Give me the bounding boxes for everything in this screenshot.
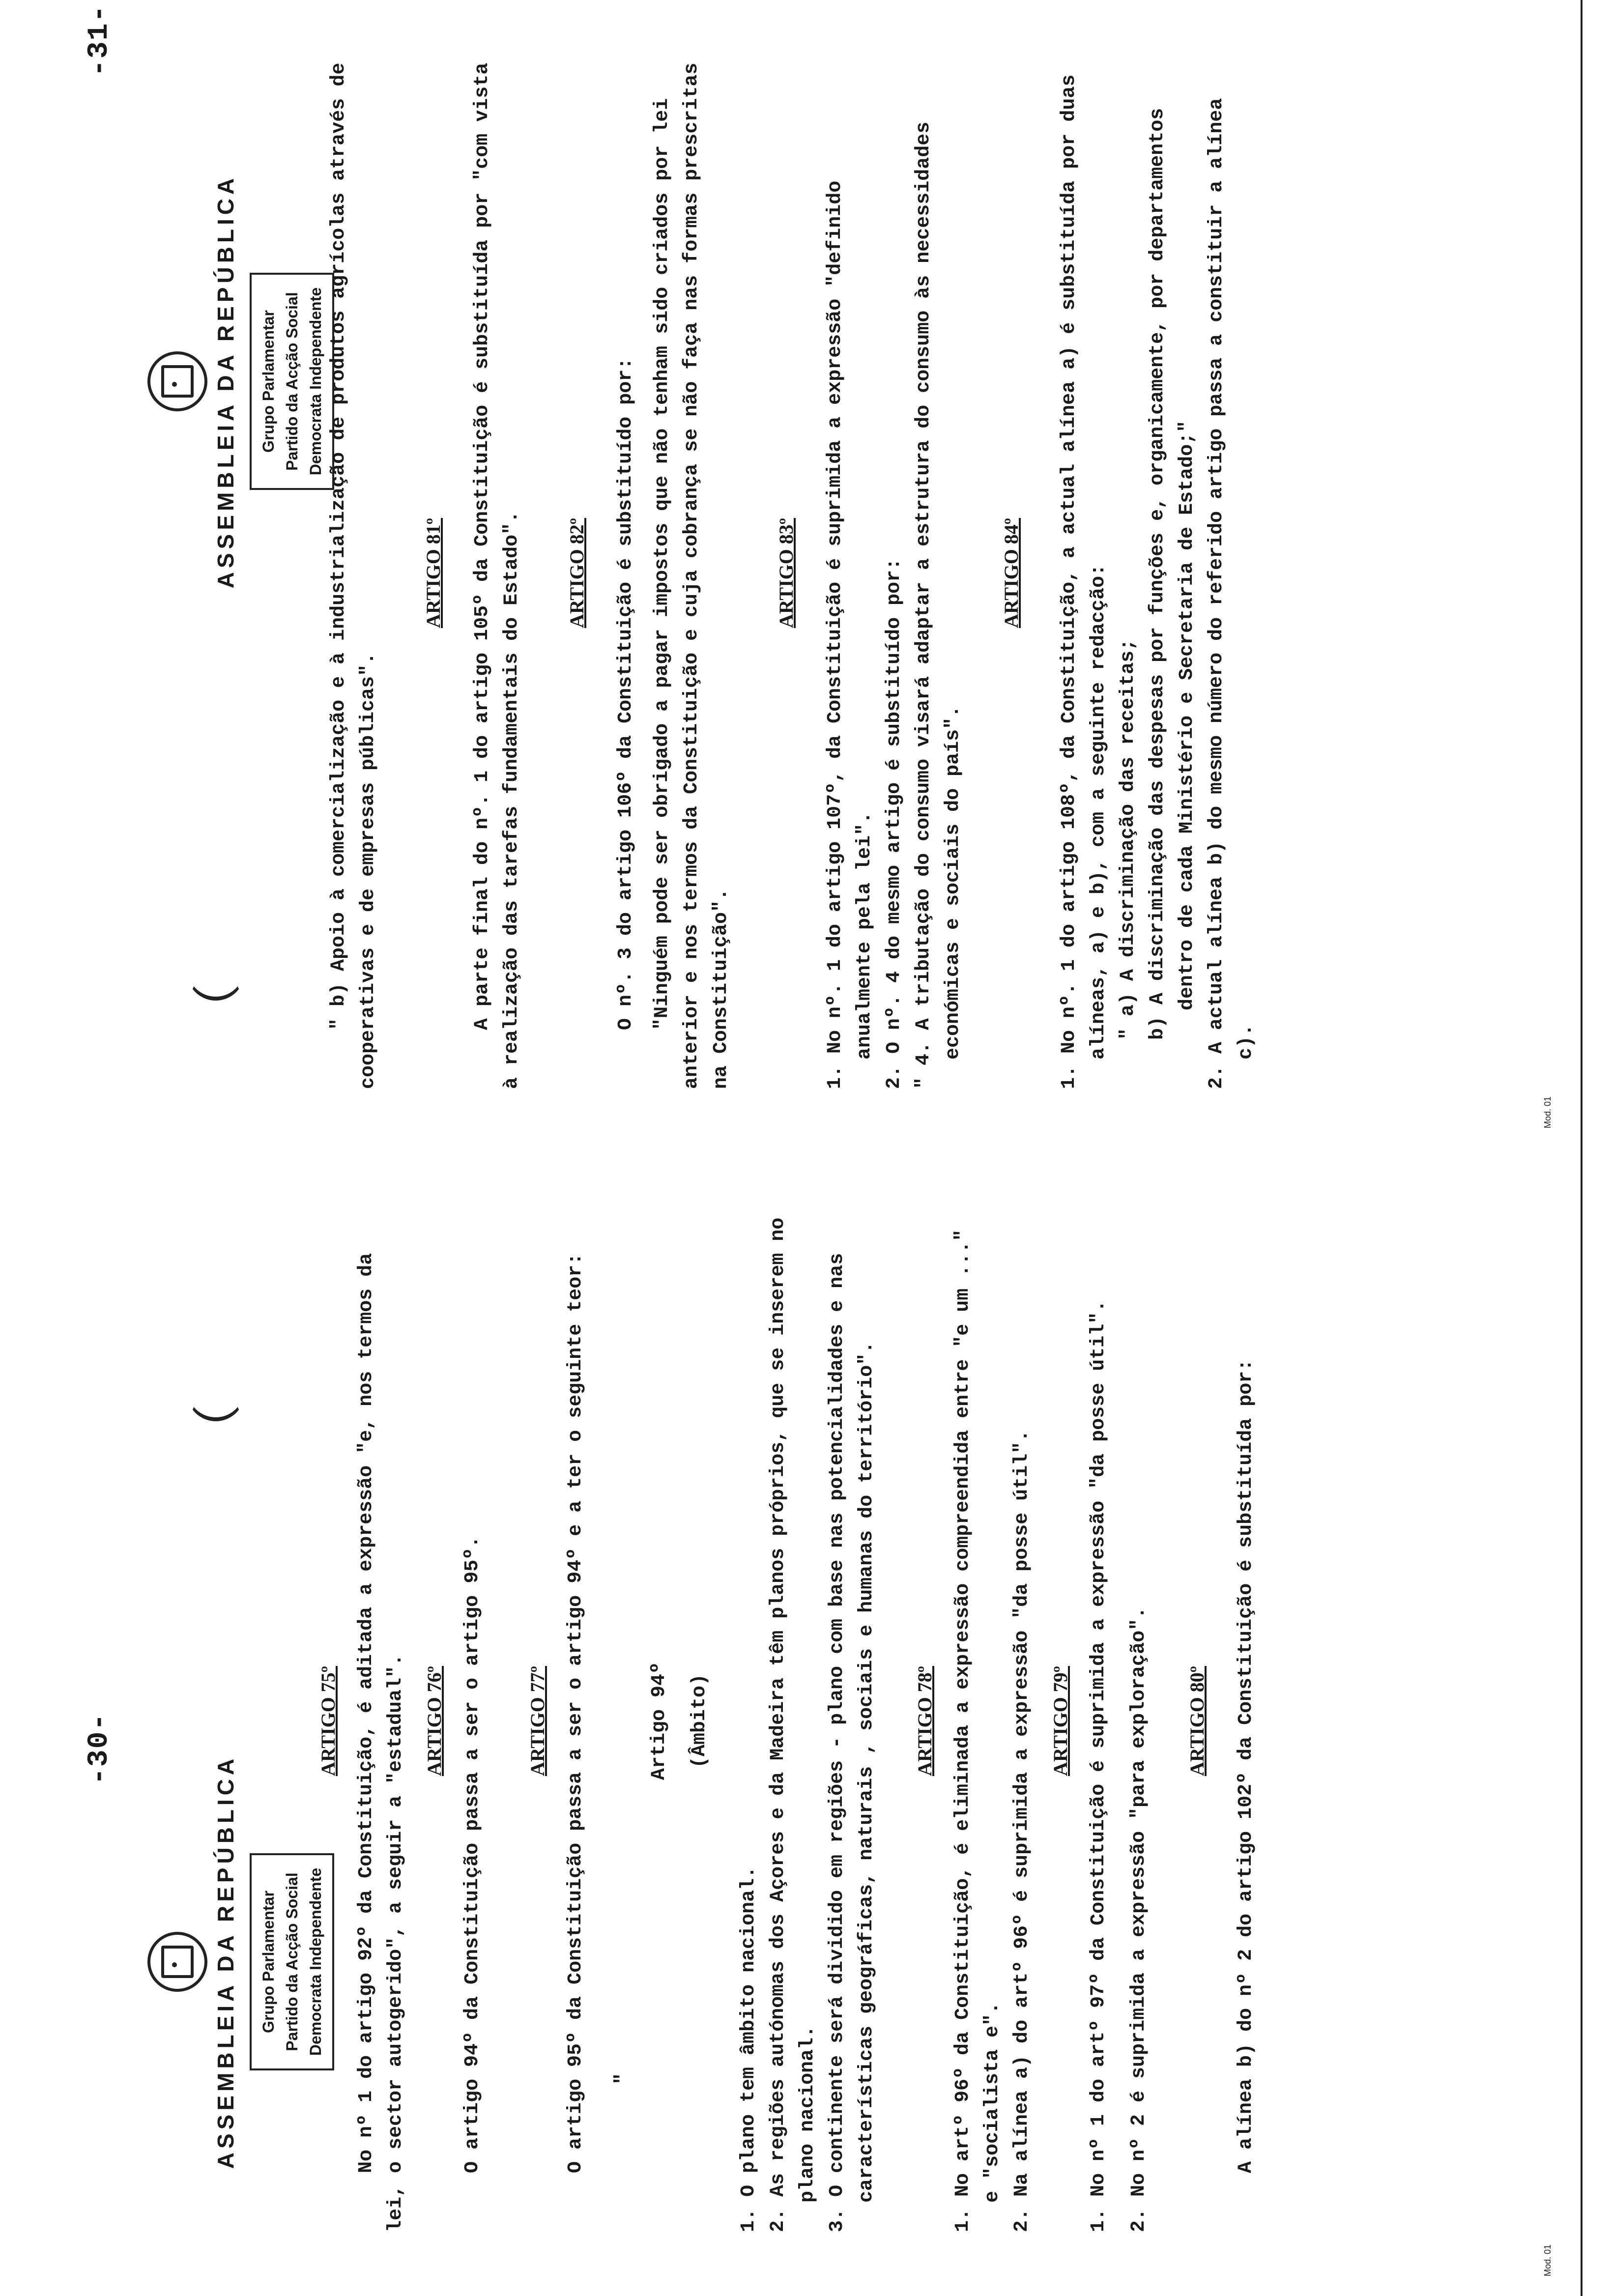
list-item: b) A discriminação das despesas por funções e, organicamente, por departamentos dentro de cada Ministério e Secretaria de Estado;" <box>1147 108 1198 1040</box>
list-item: 2. Na alínea a) do artº 96º é suprimida a expressão "da posse útil". <box>1011 1430 1033 2232</box>
page-body <box>305 57 1261 1089</box>
article-text: " b) Apoio à comercialização e à industrialização de produtos agrícolas através de cooperativas e de empresas públicas". <box>328 62 379 1089</box>
coat-of-arms-icon <box>147 351 207 411</box>
list-item: 3. O continente será dividido em regiões - plano com base nas potencialidades e nas características geográficas, naturais , sociais e humanas do território". <box>826 1253 878 2232</box>
article-title: ARTIGO 81º <box>422 517 444 629</box>
form-code: Mod. 01 <box>1543 2244 1553 2276</box>
article-title: ARTIGO 83º <box>775 517 797 629</box>
sub-article-title: Artigo 94º <box>648 1662 670 1780</box>
form-code: Mod. 01 <box>1543 1096 1553 1128</box>
page-30 <box>0 1148 1612 2296</box>
article-text: No nº 1 do artigo 92º da Constituição, é aditada a expressão "e, nos termos da lei, o sector autogerido", a seguir a "estadual". <box>355 1253 407 2232</box>
article-title: ARTIGO 76º <box>423 1665 445 1777</box>
list-item: 1. No nº. 1 do artigo 107º, da Constituição é suprimida a expressão "definido anualmente pela lei". <box>824 180 876 1089</box>
group-line: Grupo Parlamentar <box>259 1891 277 2033</box>
assembly-title: ASSEMBLEIA DA REPÚBLICA <box>213 1754 238 2169</box>
list-item: 1. No artº 96º da Constituição, é eliminada a expressão compreendida entre "e um ..." e "socialista e". <box>952 1229 1004 2232</box>
group-line: Democrata Independente <box>307 1867 324 2056</box>
page-body <box>305 1210 1268 2232</box>
article-text: O nº. 3 do artigo 106º da Constituição é substituído por: <box>615 357 637 1030</box>
article-text: A parte final do nº. 1 do artigo 105º da Constituição é substituída por "com vista à realização das tarefas fundamentais do Estado". <box>471 62 523 1089</box>
article-text: A alínea b) do nº 2 do artigo 102º da Constituição é substituída por: <box>1235 1359 1257 2173</box>
article-text: O artigo 95º da Constituição passa a ser o artigo 94º e a ter o seguinte teor: <box>565 1253 587 2173</box>
opening-quote: " <box>612 2072 634 2085</box>
article-title: ARTIGO 84º <box>1000 517 1022 629</box>
group-line: Grupo Parlamentar <box>259 310 277 453</box>
punch-hole <box>187 943 245 1001</box>
page-number: -31- <box>84 4 115 77</box>
article-text: O artigo 94º da Constituição passa a ser o artigo 95º. <box>461 1536 484 2173</box>
list-item: 1. No nº 1 do artº 97º da Constituição é suprimida a expressão "da posse útil". <box>1088 1300 1110 2232</box>
group-line: Democrata Independente <box>307 287 324 476</box>
list-item: 1. O plano tem âmbito nacional. <box>738 1866 760 2232</box>
list-item: 2. As regiões autónomas dos Açores e da Madeira têm planos próprios, que se inserem no plano nacional. <box>767 1217 819 2232</box>
page-number: -30- <box>84 1712 115 1785</box>
list-item: 2. O nº. 4 do mesmo artigo é substituído por: <box>883 558 905 1089</box>
assembly-title: ASSEMBLEIA DA REPÚBLICA <box>213 174 238 589</box>
list-item: 2. No nº 2 é suprimida a expressão "para exploração". <box>1128 1607 1150 2232</box>
article-title: ARTIGO 80º <box>1186 1665 1208 1777</box>
article-title: ARTIGO 79º <box>1049 1665 1071 1777</box>
article-title: ARTIGO 75º <box>317 1665 339 1777</box>
article-title: ARTIGO 78º <box>914 1665 936 1777</box>
sub-article-heading: (Âmbito) <box>689 1673 711 1769</box>
list-item: " a) A discriminação das receitas; <box>1117 638 1139 1040</box>
list-item: 2. A actual alínea b) do mesmo número do referido artigo passa a constituir a alínea c). <box>1206 98 1257 1089</box>
list-item: 1. No nº. 1 do artigo 108º, da Constituição, a actual alínea a) é substituída por duas alíneas, a) e b), com a seguinte redacção: <box>1058 74 1110 1089</box>
group-line: Partido da Acção Social <box>283 1872 301 2051</box>
article-title: ARTIGO 77º <box>526 1665 548 1777</box>
article-title: ARTIGO 82º <box>566 517 588 629</box>
coat-of-arms-icon <box>147 1932 207 1992</box>
punch-hole <box>187 1363 245 1421</box>
quoted-text: "Ninguém pode ser obrigado a pagar impostos que não tenham sido criados por lei anterior e nos termos da Constituição e cuja cobrança se não faça nas formas prescritas na Constituição". <box>651 62 732 1089</box>
list-item: " 4. A tributação do consumo visará adaptar a estrutura do consumo às necessidades económicas e sociais do país". <box>913 121 964 1089</box>
group-line: Partido da Acção Social <box>283 292 301 471</box>
